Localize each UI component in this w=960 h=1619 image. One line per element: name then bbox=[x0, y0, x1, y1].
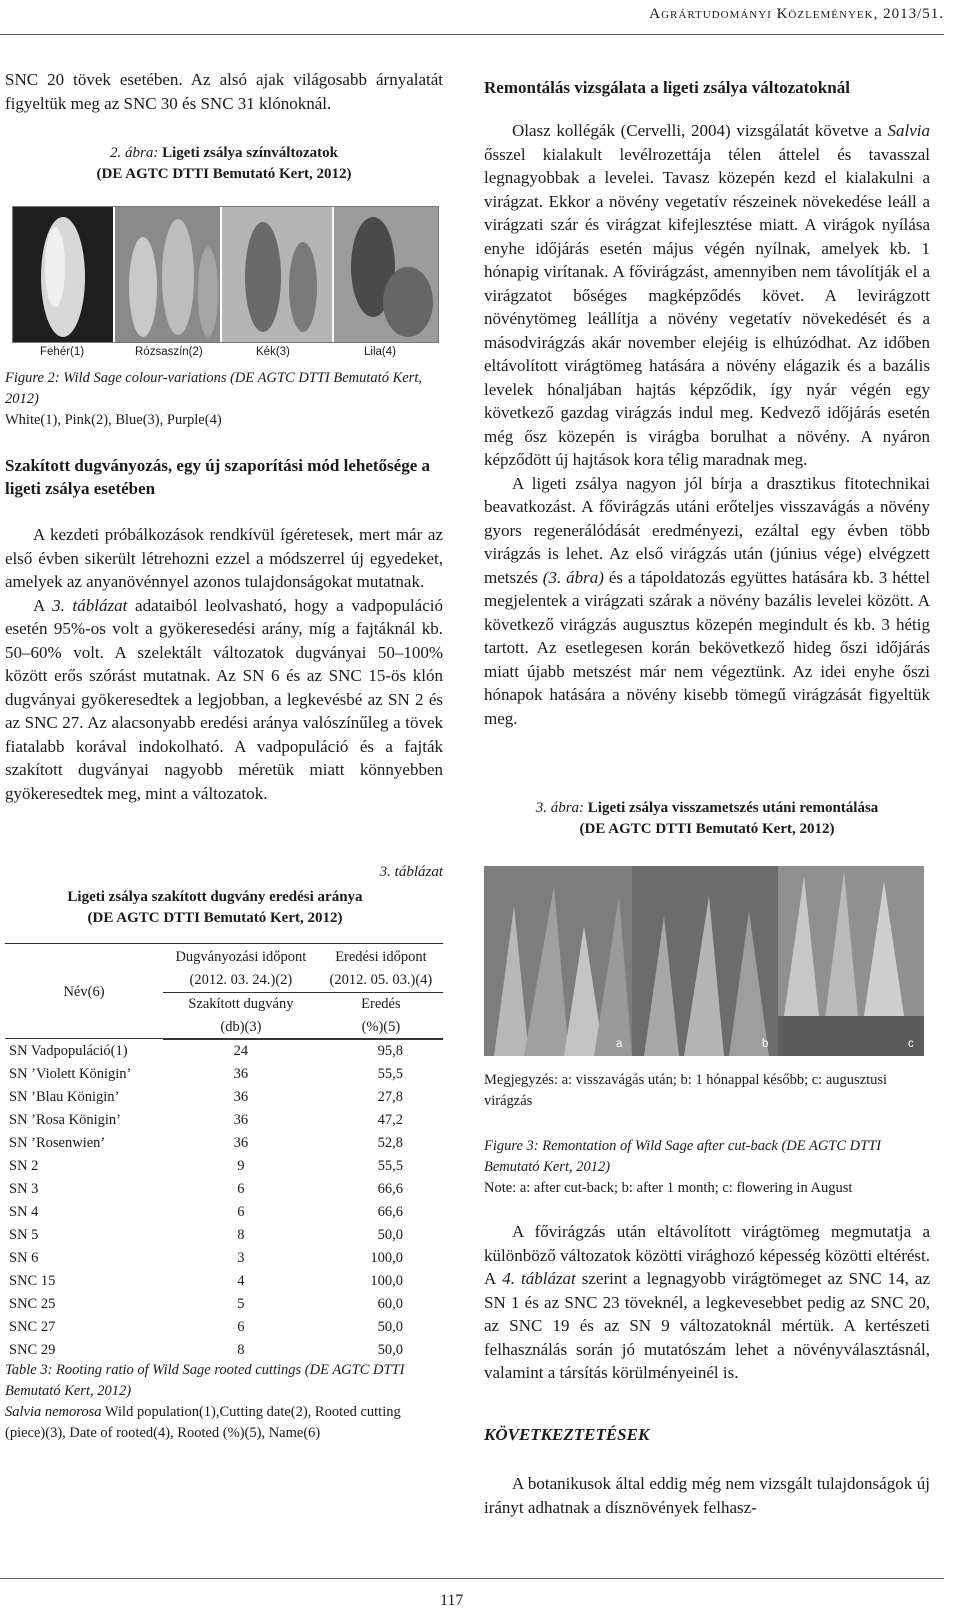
table3-header-col2: Eredés bbox=[361, 996, 401, 1012]
table3-cell-cuttings: 36 bbox=[233, 1112, 249, 1128]
table3-cell-rooted: 66,6 bbox=[377, 1181, 403, 1197]
figure3-photos bbox=[484, 866, 924, 1056]
table3-cell-rooted: 60,0 bbox=[377, 1296, 403, 1312]
table3 bbox=[5, 946, 443, 1362]
figure2-caption bbox=[5, 368, 443, 431]
table3-cell-rooted: 50,0 bbox=[377, 1319, 403, 1335]
paragraph-remontation-2 bbox=[484, 472, 930, 731]
p1-salvia: Salvia bbox=[887, 121, 930, 140]
table3-title bbox=[5, 887, 425, 929]
table3-cell-name: SN 5 bbox=[9, 1227, 39, 1243]
intro-paragraph: SNC 20 tövek esetében. Az alsó ajak világosabb árnyalatát figyeltük meg az SNC 30 és SNC 31 klónoknál. bbox=[5, 70, 443, 113]
table3-cell-cuttings: 6 bbox=[237, 1319, 245, 1335]
figure2-title-text: Ligeti zsálya színváltozatok bbox=[162, 145, 338, 161]
figure2-photos bbox=[12, 206, 439, 343]
table3-caption-rest: Wild population(1),Cutting date(2), Rooted cutting (piece)(3), Date of rooted(4), Rooted (%)(5), Name(6) bbox=[5, 1404, 401, 1441]
table3-caption-latin: Salvia nemorosa bbox=[5, 1404, 102, 1420]
table3-header-date1b: (2012. 03. 24.)(2) bbox=[163, 969, 319, 993]
figure3-subtitle: (DE AGTC DTTI Bemutató Kert, 2012) bbox=[579, 821, 835, 837]
right-body-2 bbox=[484, 1220, 930, 1385]
header-rule bbox=[0, 34, 944, 35]
p3-b: szerint a legnagyobb virágtömeget az SNC 14, az SN 1 és az SNC 23 töveknél, a legkevesebbet pedig az SNC 20, az SNC 19 és az SN 9 változatoknál mértük. A kertészeti felhasználás során jó mutatószám lehet a növényválasztásnál, valamint a társítás körülményeinél is. bbox=[484, 1269, 930, 1382]
table3-cell-rooted: 95,8 bbox=[377, 1043, 403, 1059]
table3-subtitle: (DE AGTC DTTI Bemutató Kert, 2012) bbox=[87, 910, 343, 926]
table3-cell-cuttings: 8 bbox=[237, 1227, 245, 1243]
table3-cell-cuttings: 36 bbox=[233, 1135, 249, 1151]
table-row bbox=[5, 1155, 443, 1178]
table-row bbox=[5, 1224, 443, 1247]
table3-header-rule bbox=[5, 1038, 443, 1039]
table-row bbox=[5, 1201, 443, 1224]
figure3-photo-art bbox=[484, 866, 924, 1056]
table3-cell-name: SN 3 bbox=[9, 1181, 39, 1197]
figure3-note-en: Note: a: after cut-back; b: after 1 month; c: flowering in August bbox=[484, 1180, 853, 1196]
table-row bbox=[5, 1178, 443, 1201]
table3-cell-name: SNC 25 bbox=[9, 1296, 56, 1312]
table3-cell-name: SN ’Blau Königin’ bbox=[9, 1089, 120, 1105]
table3-cell-name: SNC 15 bbox=[9, 1273, 56, 1289]
table3-cell-cuttings: 3 bbox=[237, 1250, 245, 1266]
p1-a: Olasz kollégák (Cervelli, 2004) vizsgálatát követve a bbox=[512, 121, 882, 140]
figure3-note-hu: Megjegyzés: a: visszavágás után; b: 1 hónappal később; c: augusztusi virágzás bbox=[484, 1072, 888, 1109]
figure2-label-2: Rózsaszín(2) bbox=[135, 346, 203, 358]
p2-b: és a tápoldatozás együttes hatására kb. 3 héttel megjelentek a virágzati szárak a növény bazális levelei között. A következő virágzás augusztus közepén megindult és kb. 3 hétig tartott. Az esetlegesen korán bekövetkező hideg őszi időjárás miatt újabb metszést már nem végeztünk. Az idei enyhe őszi hónapok hatására a növény kisebb tömegű virágzását figyeltük meg. bbox=[484, 567, 930, 728]
table3-cell-rooted: 50,0 bbox=[377, 1227, 403, 1243]
table4-reference: 4. táblázat bbox=[502, 1269, 576, 1288]
figure2-caption-en: Figure 2: Wild Sage colour-variations (DE AGTC DTTI Bemutató Kert, 2012) bbox=[5, 370, 422, 407]
figure2-caption-en2: White(1), Pink(2), Blue(3), Purple(4) bbox=[5, 412, 222, 428]
table3-cell-name: SN ’Violett Königin’ bbox=[9, 1066, 132, 1082]
table3-cell-name: SN 2 bbox=[9, 1158, 39, 1174]
paragraph-conclusions: A botanikusok által eddig még nem vizsgált tulajdonságok új irányt adhatnak a dísznövények felhasz- bbox=[484, 1474, 930, 1517]
para2-prefix: A bbox=[33, 595, 45, 615]
table3-cell-rooted: 100,0 bbox=[370, 1273, 403, 1289]
table3-cell-cuttings: 9 bbox=[237, 1158, 245, 1174]
left-body bbox=[5, 523, 443, 805]
table-row bbox=[5, 1270, 443, 1293]
figure3-panel-c: c bbox=[908, 1038, 914, 1050]
table3-top-rule bbox=[5, 943, 443, 944]
table3-label: 3. táblázat bbox=[379, 864, 443, 880]
table3-title-text: Ligeti zsálya szakított dugvány eredési aránya bbox=[67, 889, 363, 905]
table3-header-date2b: (2012. 05. 03.)(4) bbox=[319, 969, 443, 993]
table-row bbox=[5, 1132, 443, 1155]
table-row bbox=[5, 1247, 443, 1270]
paragraph-remontation-3 bbox=[484, 1220, 930, 1385]
p1-b: ősszel kialakult levélrozettája télen áttelel és tavasszal legnagyobbak a levelei. Tavasz közepén kezd el kialakulni a virágzat. Ekkor a növény vegetatív részeinek növekedése leáll a virágzati szár és virágzat kifejlesztése miatt. A virágok nyílása enyhe időjárás esetén május végén nyílnak, amelyek kb. 1 hónapig virítanak. A fővirágzást, amennyiben nem távolítják el a virágzatot bőséges magképződés követ. A levirágzott növénytömeg leállítja a növény vegetatív növekedését és a másodvirágzás akár november elejéig is elhúzódhat. Az időben eltávolított virágtömeg hatására a növény elágazik és a bazális levelek hónaljában hajtás képződik, így nyár végén egy következő gazdag virágzás indul meg. Kedvező időjárás esetén még ősz közepén is virágba borulhat a növény. A nyáron képződött új hajtások kora télig maradnak meg. bbox=[484, 144, 930, 469]
right-body bbox=[484, 119, 930, 730]
figure2-subtitle: (DE AGTC DTTI Bemutató Kert, 2012) bbox=[96, 166, 352, 182]
figure3-panel-a: a bbox=[616, 1038, 623, 1050]
table-row bbox=[5, 1339, 443, 1362]
table-row bbox=[5, 1316, 443, 1339]
table3-cell-rooted: 52,8 bbox=[377, 1135, 403, 1151]
figure2-prefix: 2. ábra: bbox=[110, 145, 159, 161]
table-row bbox=[5, 1109, 443, 1132]
section-heading-cuttings: Szakított dugványozás, egy új szaporítási mód lehetősége a ligeti zsálya esetében bbox=[5, 456, 430, 498]
table3-header-col1b: (db)(3) bbox=[163, 1016, 319, 1040]
table3-header-col2b: (%)(5) bbox=[319, 1016, 443, 1040]
table3-reference: 3. táblázat bbox=[52, 595, 128, 615]
left-column bbox=[5, 68, 443, 115]
footer-rule bbox=[0, 1578, 944, 1579]
table3-header-date2: Eredési időpont bbox=[335, 949, 427, 965]
journal-header: Agrártudományi Közlemények, 2013/51. bbox=[649, 6, 944, 22]
paragraph-cuttings-1: A kezdeti próbálkozások rendkívül ígéretesek, mert már az első évben sikerült létrehozni ezzel a módszerrel új egyedeket, amelyek az anyanövénnyel azonos tulajdonságokat mutatnak. bbox=[5, 525, 443, 591]
table-row bbox=[5, 1293, 443, 1316]
figure3-title-text: Ligeti zsálya visszametszés utáni remontálása bbox=[587, 800, 879, 816]
figure2-label-1: Fehér(1) bbox=[40, 346, 85, 358]
table-row bbox=[5, 1063, 443, 1086]
figure2-title bbox=[5, 143, 443, 185]
table3-cell-cuttings: 6 bbox=[237, 1181, 245, 1197]
table3-cell-cuttings: 4 bbox=[237, 1273, 245, 1289]
table3-cell-rooted: 66,6 bbox=[377, 1204, 403, 1220]
table3-cell-rooted: 47,2 bbox=[377, 1112, 403, 1128]
table3-cell-cuttings: 6 bbox=[237, 1204, 245, 1220]
table3-header-date1: Dugványozási időpont bbox=[175, 949, 307, 965]
table3-caption-en: Table 3: Rooting ratio of Wild Sage rooted cuttings (DE AGTC DTTI Bemutató Kert, 2012) bbox=[5, 1362, 405, 1399]
figure3-panel-b: b bbox=[762, 1038, 769, 1050]
figure2-photo-art bbox=[13, 207, 438, 342]
table3-caption bbox=[5, 1360, 443, 1444]
section-heading-remontation: Remontálás vizsgálata a ligeti zsálya változatoknál bbox=[484, 78, 850, 97]
table3-cell-name: SN 6 bbox=[9, 1250, 39, 1266]
right-body-3 bbox=[484, 1472, 930, 1519]
table3-cell-rooted: 55,5 bbox=[377, 1158, 403, 1174]
figure3-title bbox=[484, 798, 930, 840]
p3-a: A fővirágzás után eltávolított virágtömeg megmutatja a különböző változatok közötti virághozó képesség közötti eltérést. A bbox=[484, 1222, 930, 1288]
table3-cell-cuttings: 8 bbox=[237, 1342, 245, 1358]
table3-cell-name: SNC 27 bbox=[9, 1319, 56, 1335]
table3-cell-cuttings: 36 bbox=[233, 1066, 249, 1082]
table-row bbox=[5, 1040, 443, 1064]
table-row bbox=[5, 1086, 443, 1109]
figure3-prefix: 3. ábra: bbox=[535, 800, 585, 816]
paragraph-remontation-1 bbox=[484, 119, 930, 472]
paragraph-cuttings-2 bbox=[5, 594, 443, 806]
table3-cell-name: SN ’Rosa Königin’ bbox=[9, 1112, 121, 1128]
table3-cell-cuttings: 24 bbox=[233, 1043, 249, 1059]
para2-text: adataiból leolvasható, hogy a vadpopuláció esetén 95%-os volt a gyökeresedési arány, míg a fajtáknál kb. 50–60% volt. A szelektált változatok dugványai 50–100% között erős szórást mutatnak. Az SN 6 és az SNC 15-ös klón dugványai gyökeresedtek a legjobban, a legkevésbé az SN 2 és az SNC 27. Az alacsonyabb eredési aránya valószínűleg a tövek fiatalabb korával indokolható. A vadpopuláció és a fajták szakított dugványai nagyobb méretük miatt könnyebben gyökeresedtek meg, mint a változatok. bbox=[5, 595, 443, 803]
table3-cell-rooted: 100,0 bbox=[370, 1250, 403, 1266]
table3-cell-rooted: 55,5 bbox=[377, 1066, 403, 1082]
table3-cell-name: SNC 29 bbox=[9, 1342, 56, 1358]
table3-cell-rooted: 50,0 bbox=[377, 1342, 403, 1358]
table3-cell-rooted: 27,8 bbox=[377, 1089, 403, 1105]
table3-cell-cuttings: 5 bbox=[237, 1296, 245, 1312]
table3-cell-cuttings: 36 bbox=[233, 1089, 249, 1105]
table3-caption-vars bbox=[5, 1402, 443, 1444]
figure3-reference: (3. ábra) bbox=[542, 567, 604, 587]
figure2-label-3: Kék(3) bbox=[256, 346, 290, 358]
figure3-caption bbox=[484, 1136, 930, 1199]
p2-a: A ligeti zsálya nagyon jól bírja a drasztikus fitotechnikai beavatkozást. A fővirágzás utáni erőteljes visszavágás a növény gyors regenerálódását eredményezi, ezáltal egy évben több virágzás is lehet. Az első virágzás után (június vége) elvégzett metszés bbox=[484, 473, 930, 587]
table3-header-col1: Szakított dugvány bbox=[188, 996, 294, 1012]
figure3-caption-en: Figure 3: Remontation of Wild Sage after cut-back (DE AGTC DTTI Bemutató Kert, 2012) bbox=[484, 1138, 882, 1175]
table3-cell-name: SN 4 bbox=[9, 1204, 39, 1220]
figure2-label-4: Lila(4) bbox=[364, 346, 396, 358]
table3-header-name: Név(6) bbox=[63, 984, 105, 1001]
table3-cell-name: SN ’Rosenwien’ bbox=[9, 1135, 106, 1151]
page-number: 117 bbox=[440, 1592, 464, 1609]
conclusions-heading: KÖVETKEZTETÉSEK bbox=[484, 1425, 650, 1444]
table3-cell-name: SN Vadpopuláció(1) bbox=[9, 1042, 128, 1059]
